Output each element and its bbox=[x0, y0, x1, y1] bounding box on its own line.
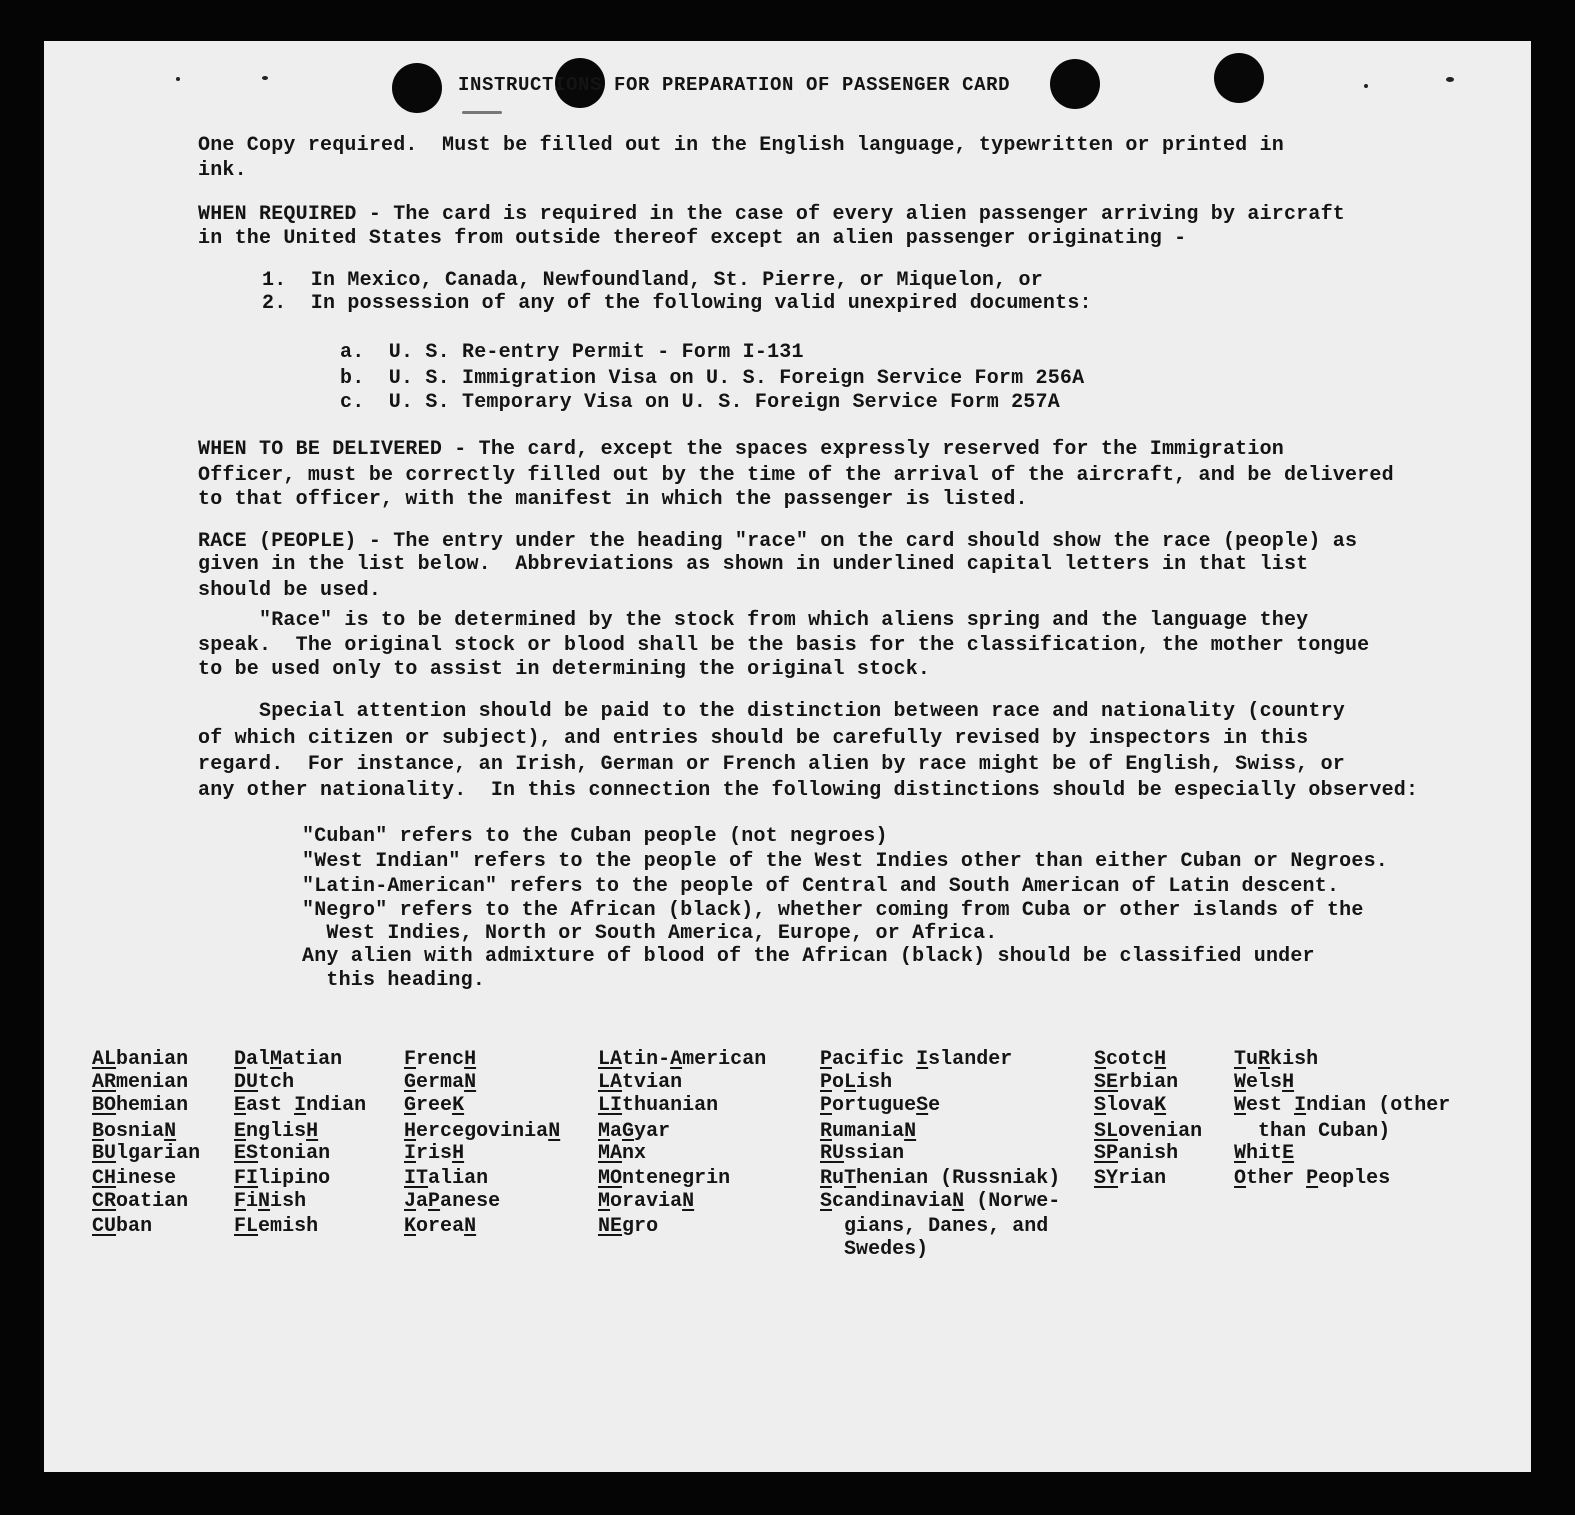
distinction-line: West Indies, North or South America, Europe, or Africa. bbox=[302, 922, 998, 945]
race-list-item: KoreaN bbox=[404, 1215, 477, 1238]
race-list-item: DalMatian bbox=[234, 1048, 343, 1071]
race-list-item: CRoatian bbox=[92, 1190, 189, 1213]
when-delivered-line: Officer, must be correctly filled out by the time of the arrival of the aircraft, and be delivered bbox=[198, 464, 1394, 487]
distinction-line: Any alien with admixture of blood of the African (black) should be classified under bbox=[302, 945, 1315, 968]
page-title: INSTRUCTIONS FOR PREPARATION OF PASSENGER CARD bbox=[458, 74, 1011, 96]
race-list-item: EnglisH bbox=[234, 1120, 319, 1143]
race-list-item: FIlipino bbox=[234, 1167, 331, 1190]
race-list-item: IrisH bbox=[404, 1142, 465, 1165]
race-list-item: JaPanese bbox=[404, 1190, 501, 1213]
race-list-item: MoraviaN bbox=[598, 1190, 695, 1213]
race-list-item: HercegoviniaN bbox=[404, 1120, 561, 1143]
race-list-item: FrencH bbox=[404, 1048, 477, 1071]
when-required-line: WHEN REQUIRED - The card is required in the case of every alien passenger arriving by aircraft bbox=[198, 203, 1345, 226]
document-item: c. U. S. Temporary Visa on U. S. Foreign Service Form 257A bbox=[340, 391, 1060, 414]
race-list-item: WelsH bbox=[1234, 1071, 1295, 1094]
race-list-item: Swedes) bbox=[844, 1238, 929, 1261]
race-list-item: BOhemian bbox=[92, 1094, 189, 1117]
document-item: a. U. S. Re-entry Permit - Form I-131 bbox=[340, 341, 804, 364]
punch-hole bbox=[1050, 59, 1100, 109]
dust-speck bbox=[262, 76, 268, 80]
race-list-item: MAnx bbox=[598, 1142, 647, 1165]
race-list-item: Other Peoples bbox=[1234, 1167, 1391, 1190]
race-list-item: FiNish bbox=[234, 1190, 307, 1213]
race-list-item: ALbanian bbox=[92, 1048, 189, 1071]
race-list-item: SYrian bbox=[1094, 1167, 1167, 1190]
race-list-item: CUban bbox=[92, 1215, 153, 1238]
race-list-item: GermaN bbox=[404, 1071, 477, 1094]
when-delivered-line: WHEN TO BE DELIVERED - The card, except the spaces expressly reserved for the Immigration bbox=[198, 438, 1284, 461]
race-list-item: West Indian (other bbox=[1234, 1094, 1451, 1117]
document-item: b. U. S. Immigration Visa on U. S. Foreign Service Form 256A bbox=[340, 367, 1085, 390]
race-list-item: SlovaK bbox=[1094, 1094, 1167, 1117]
race-list-item: NEgro bbox=[598, 1215, 659, 1238]
when-required-line: in the United States from outside thereof except an alien passenger originating - bbox=[198, 227, 1187, 250]
race-list-item: than Cuban) bbox=[1258, 1120, 1391, 1143]
race-list-item: East Indian bbox=[234, 1094, 367, 1117]
race-people-line: RACE (PEOPLE) - The entry under the heading "race" on the card should show the race (people) as bbox=[198, 530, 1358, 553]
distinction-line: "Cuban" refers to the Cuban people (not negroes) bbox=[302, 825, 888, 848]
race-list-item: RuThenian (Russniak) bbox=[820, 1167, 1061, 1190]
distinction-line: "Negro" refers to the African (black), whether coming from Cuba or other islands of the bbox=[302, 899, 1364, 922]
race-people-line: given in the list below. Abbreviations as shown in underlined capital letters in that list bbox=[198, 553, 1309, 576]
exemption-item: 2. In possession of any of the following valid unexpired documents: bbox=[262, 292, 1092, 315]
race-list-item: ARmenian bbox=[92, 1071, 189, 1094]
special-attention-line: Special attention should be paid to the distinction between race and nationality (country bbox=[198, 700, 1345, 723]
race-determined-line: to be used only to assist in determining the original stock. bbox=[198, 658, 931, 681]
dust-speck bbox=[176, 77, 180, 81]
special-attention-line: regard. For instance, an Irish, German or French alien by race might be of English, Swiss, or bbox=[198, 753, 1345, 776]
race-list-item: BUlgarian bbox=[92, 1142, 201, 1165]
race-list-item: TuRkish bbox=[1234, 1048, 1319, 1071]
race-list-item: LAtvian bbox=[598, 1071, 683, 1094]
distinction-line: "Latin-American" refers to the people of Central and South American of Latin descent. bbox=[302, 875, 1340, 898]
exemption-item: 1. In Mexico, Canada, Newfoundland, St. Pierre, or Miquelon, or bbox=[262, 269, 1043, 292]
race-list-item: MaGyar bbox=[598, 1120, 671, 1143]
race-list-item: ScotcH bbox=[1094, 1048, 1167, 1071]
race-determined-line: speak. The original stock or blood shall be the basis for the classification, the mother tongue bbox=[198, 634, 1370, 657]
race-list-item: RumaniaN bbox=[820, 1120, 917, 1143]
race-determined-line: "Race" is to be determined by the stock from which aliens spring and the language they bbox=[198, 609, 1309, 632]
intro-line: One Copy required. Must be filled out in the English language, typewritten or printed in bbox=[198, 134, 1284, 157]
race-list-item: LAtin-American bbox=[598, 1048, 767, 1071]
race-list-item: RUssian bbox=[820, 1142, 905, 1165]
race-list-item: SLovenian bbox=[1094, 1120, 1203, 1143]
race-list-item: PoLish bbox=[820, 1071, 893, 1094]
race-list-item: gians, Danes, and bbox=[844, 1215, 1049, 1238]
race-list-item: CHinese bbox=[92, 1167, 177, 1190]
document-page bbox=[44, 41, 1531, 1472]
race-people-line: should be used. bbox=[198, 579, 382, 602]
race-list-item: MOntenegrin bbox=[598, 1167, 731, 1190]
race-list-item: PortugueSe bbox=[820, 1094, 941, 1117]
special-attention-line: any other nationality. In this connection the following distinctions should be especially observed: bbox=[198, 779, 1419, 802]
dust-speck bbox=[1364, 84, 1368, 88]
race-list-item: BosniaN bbox=[92, 1120, 177, 1143]
race-list-item: Pacific Islander bbox=[820, 1048, 1013, 1071]
race-list-item: WhitE bbox=[1234, 1142, 1295, 1165]
race-list-item: EStonian bbox=[234, 1142, 331, 1165]
intro-line: ink. bbox=[198, 159, 247, 182]
special-attention-line: of which citizen or subject), and entries should be carefully revised by inspectors in this bbox=[198, 727, 1309, 750]
race-list-item: GreeK bbox=[404, 1094, 465, 1117]
race-list-item: LIthuanian bbox=[598, 1094, 719, 1117]
race-list-item: SPanish bbox=[1094, 1142, 1179, 1165]
race-list-item: ITalian bbox=[404, 1167, 489, 1190]
race-list-item: ScandinaviaN (Norwe- bbox=[820, 1190, 1061, 1213]
distinction-line: this heading. bbox=[302, 969, 486, 992]
race-list-item: FLemish bbox=[234, 1215, 319, 1238]
punch-hole bbox=[392, 63, 442, 113]
dust-speck bbox=[1446, 77, 1454, 82]
race-list-item: SErbian bbox=[1094, 1071, 1179, 1094]
distinction-line: "West Indian" refers to the people of the West Indies other than either Cuban or Negroes. bbox=[302, 850, 1388, 873]
dust-speck bbox=[462, 111, 502, 114]
punch-hole bbox=[1214, 53, 1264, 103]
when-delivered-line: to that officer, with the manifest in which the passenger is listed. bbox=[198, 488, 1028, 511]
race-list-item: DUtch bbox=[234, 1071, 295, 1094]
